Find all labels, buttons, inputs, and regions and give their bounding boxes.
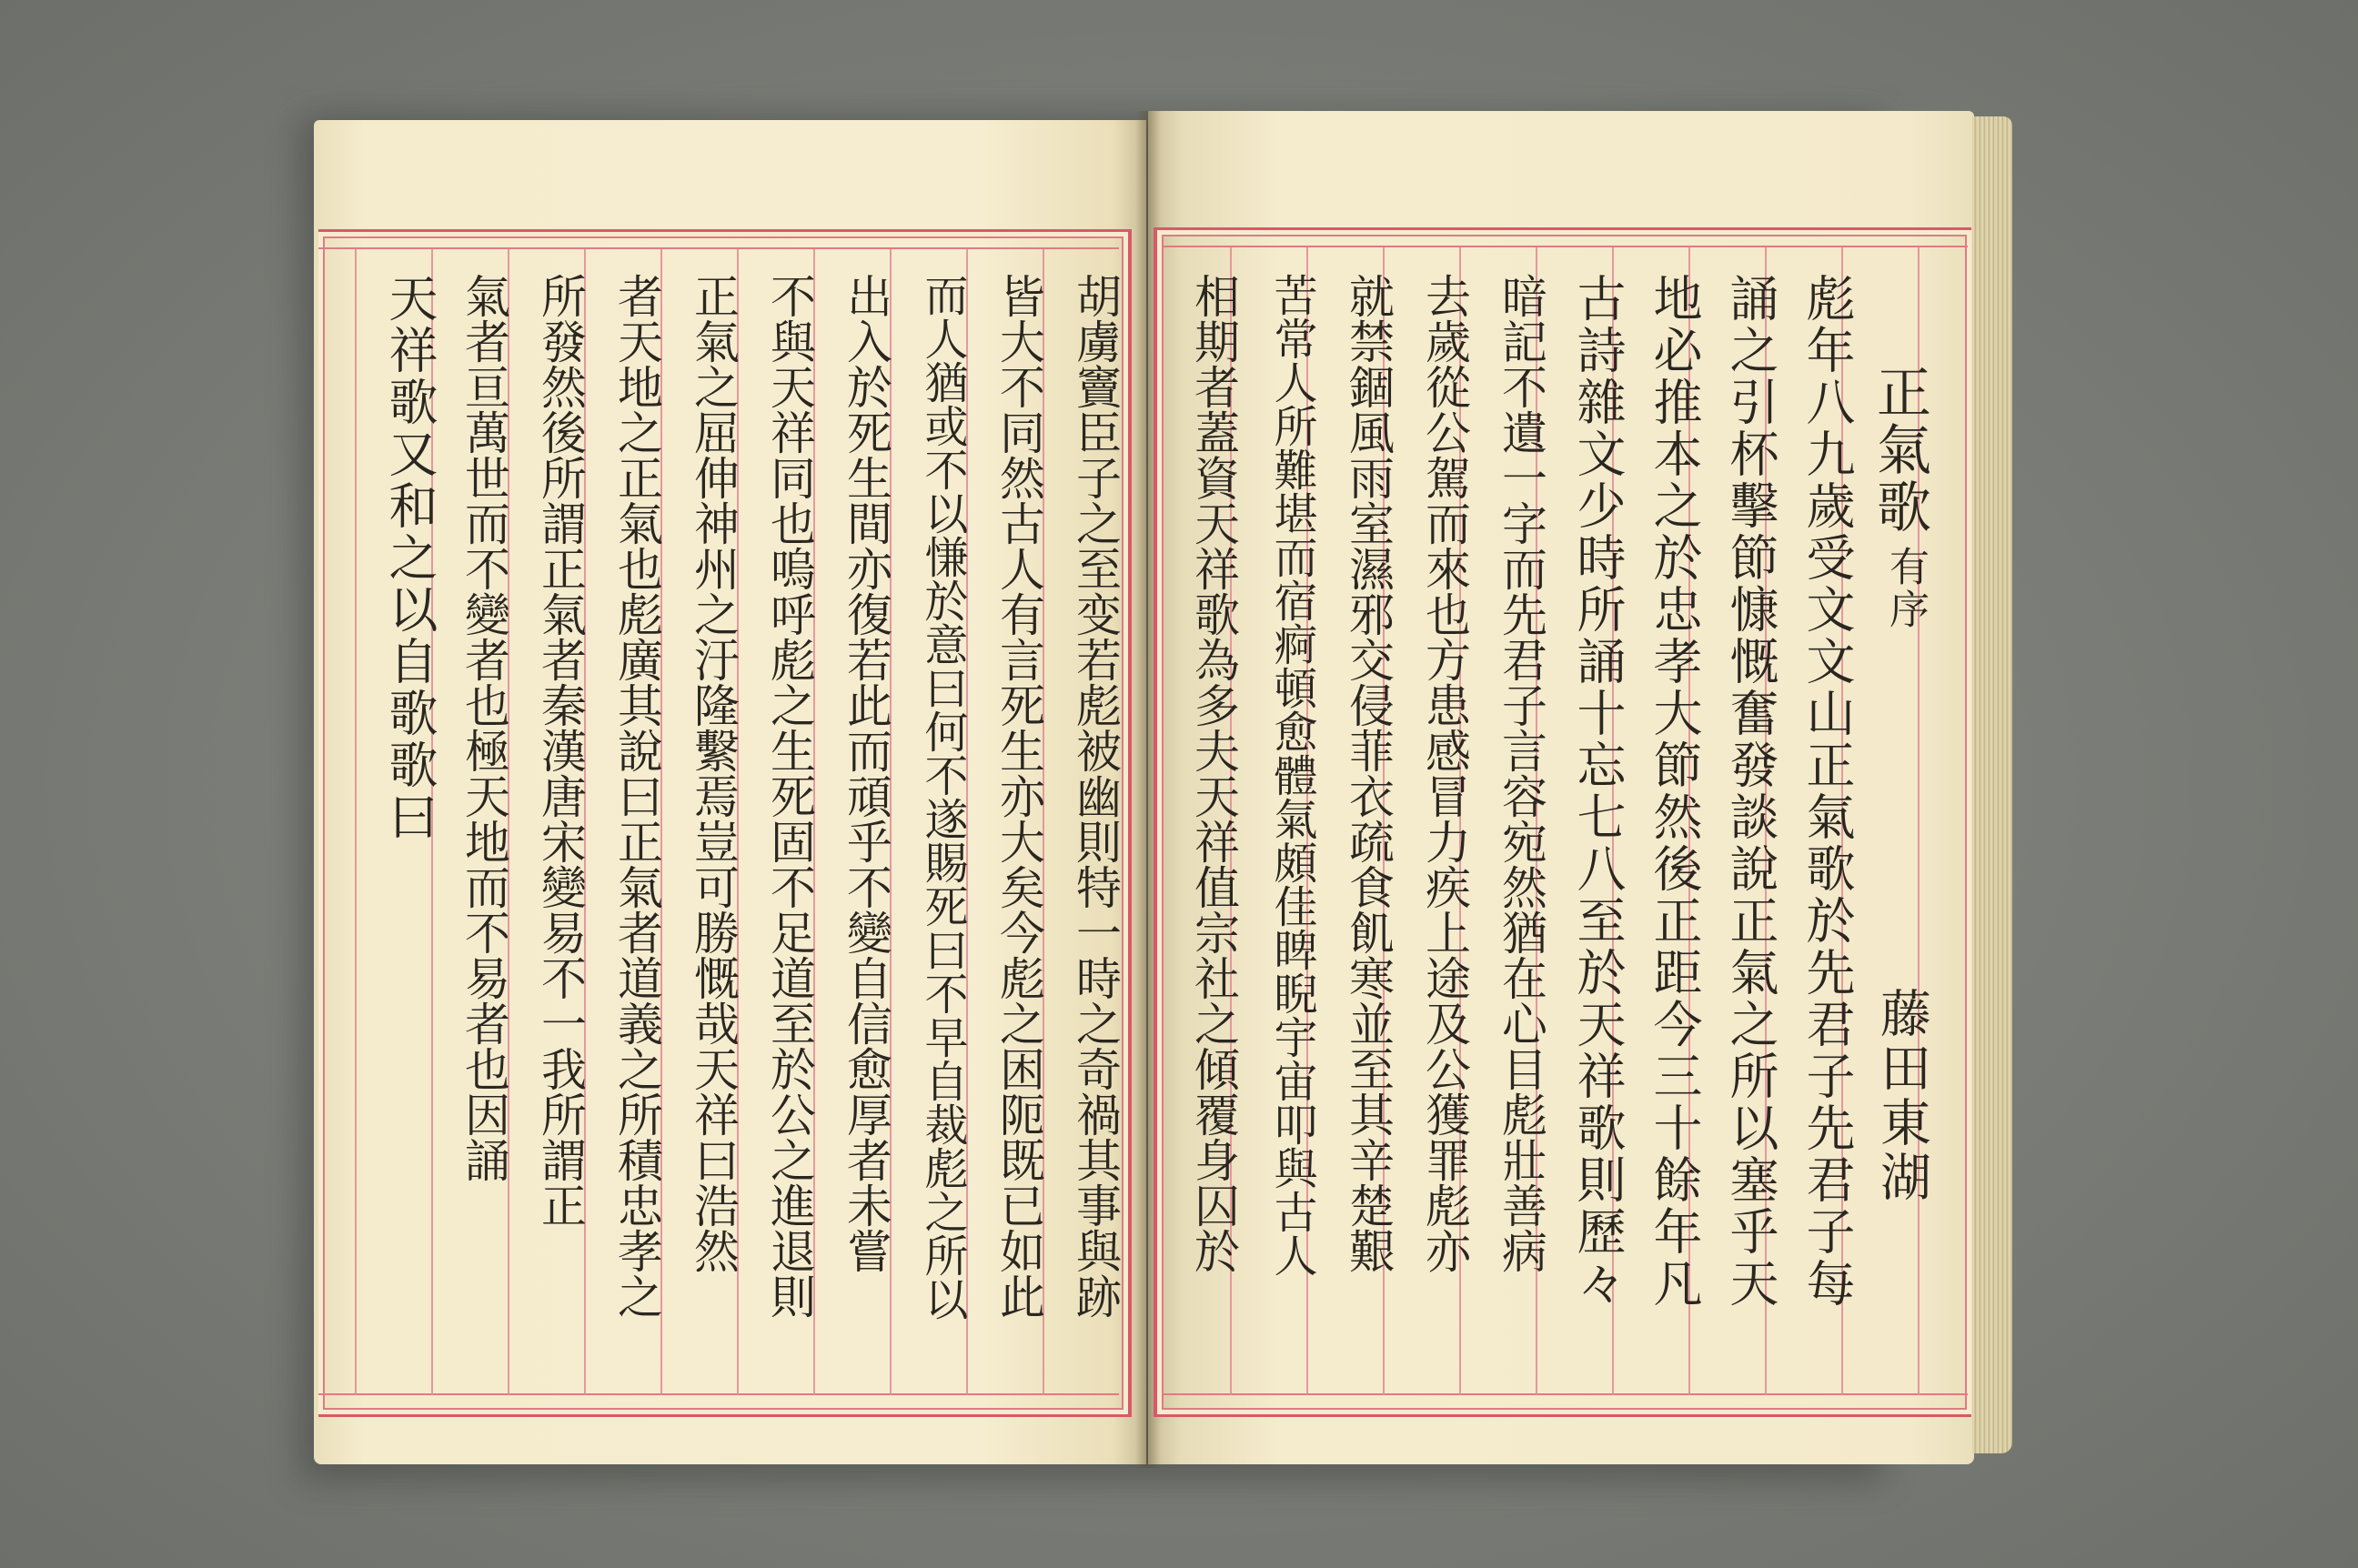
text-column: 者天地之正氣也彪廣其說曰正氣者道義之所積忠孝之 — [610, 273, 663, 1319]
text-column: 胡虜竇臣子之至变若彪被幽則特一時之奇禍其事與跡 — [1069, 273, 1122, 1319]
right-top-band — [1163, 246, 1968, 247]
text-column: 暗記不遺一字而先君子言容宛然猶在心目彪壯善病 — [1495, 273, 1547, 1273]
text-column: 苦常人所難堪而宿痾頓愈體氣頗佳睥睨宇宙叩與古人 — [1266, 273, 1317, 1277]
text-column: 誦之引杯擊節慷慨奮發談說正氣之所以塞乎天 — [1722, 273, 1779, 1310]
text-column: 正氣之屈伸神州之汙隆繫焉豈可勝慨哉天祥曰浩然 — [687, 273, 740, 1273]
text-column: 古詩雜文少時所誦十忘七八至於天祥歌則歷々 — [1569, 273, 1627, 1310]
text-column: 去歲從公駕而來也方患感冒力疾上途及公獲罪彪亦 — [1418, 273, 1471, 1273]
text-column: 相期者蓋資天祥歌為多夫天祥值宗社之傾覆身囚於 — [1187, 273, 1240, 1273]
page-edges — [1972, 116, 2012, 1453]
text-column: 不與天祥同也嗚呼彪之生死固不足道至於公之進退則 — [763, 273, 816, 1319]
text-column: 而人猶或不以慊於意曰何不遂賜死曰不早自裁彪之所以 — [917, 273, 968, 1321]
text-column: 就禁錮風雨室濕邪交侵菲衣疏食飢寒並至其辛楚艱 — [1342, 273, 1395, 1273]
text-column: 皆大不同然古人有言死生亦大矣今彪之困阨既已如此 — [993, 273, 1045, 1319]
text-column: 彪年八九歲受文文山正氣歌於先君子先君子每 — [1799, 273, 1856, 1310]
poem-title: 正氣歌 — [1868, 364, 1931, 536]
right-bottom-band — [1163, 1393, 1968, 1395]
text-column: 地必推本之於忠孝大節然後正距今三十餘年凡 — [1646, 273, 1703, 1310]
left-top-band — [318, 247, 1119, 249]
column-rule — [355, 249, 357, 1395]
author-name: 藤田東湖 — [1872, 987, 1931, 1205]
left-bottom-band — [318, 1393, 1119, 1395]
text-column: 所發然後所謂正氣者秦漢唐宋變易不一我所謂正 — [534, 273, 587, 1228]
text-column: 氣者亘萬世而不變者也極天地而不易者也因誦 — [458, 273, 510, 1182]
text-column: 天祥歌又和之以自歌歌曰 — [381, 273, 438, 843]
title-note: 有序 — [1882, 546, 1929, 631]
text-column: 出入於死生間亦復若此而頑乎不變自信愈厚者未嘗 — [840, 273, 892, 1273]
